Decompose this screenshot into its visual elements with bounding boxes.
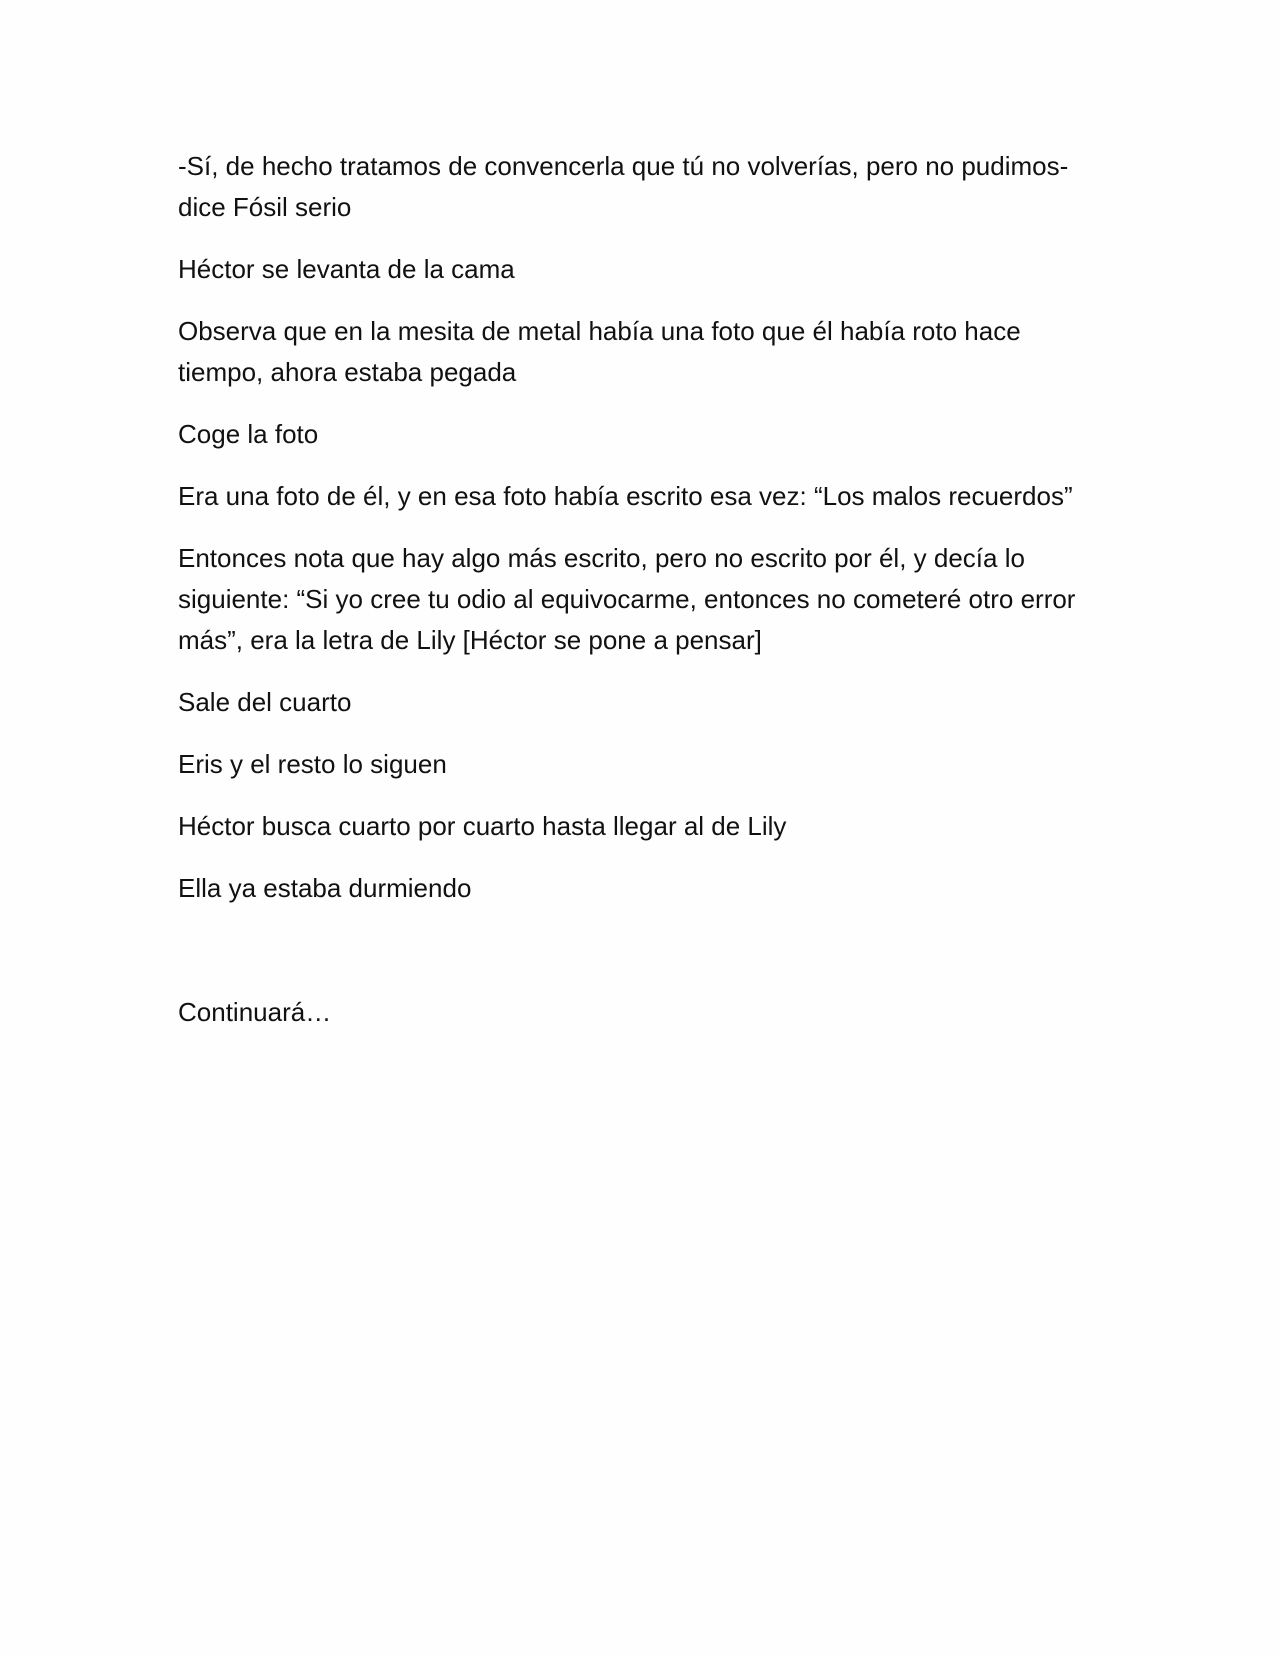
paragraph: Entonces nota que hay algo más escrito, pero no escrito por él, y decía lo siguiente: “Si yo cree tu odio al equivocarme, entonces no cometeré otro error más”, era la letra de Lily [Héctor se pone a pensar] (178, 543, 1076, 655)
paragraph: Coge la foto (178, 419, 319, 449)
paragraph: Observa que en la mesita de metal había una foto que él había roto hace tiempo, ahora estaba pegada (178, 316, 1021, 387)
paragraph: Eris y el resto lo siguen (178, 749, 447, 779)
blank-line (178, 930, 1098, 992)
paragraph: Héctor busca cuarto por cuarto hasta llegar al de Lily (178, 811, 787, 841)
document-body (178, 146, 1098, 1054)
paragraph: -Sí, de hecho tratamos de convencerla que tú no volverías, pero no pudimos- dice Fósil serio (178, 151, 1069, 222)
paragraph: Sale del cuarto (178, 687, 352, 717)
paragraph: Héctor se levanta de la cama (178, 254, 515, 284)
paragraph: Ella ya estaba durmiendo (178, 873, 472, 903)
paragraph: Era una foto de él, y en esa foto había escrito esa vez: “Los malos recuerdos” (178, 481, 1073, 511)
closing-line: Continuará… (178, 997, 332, 1027)
